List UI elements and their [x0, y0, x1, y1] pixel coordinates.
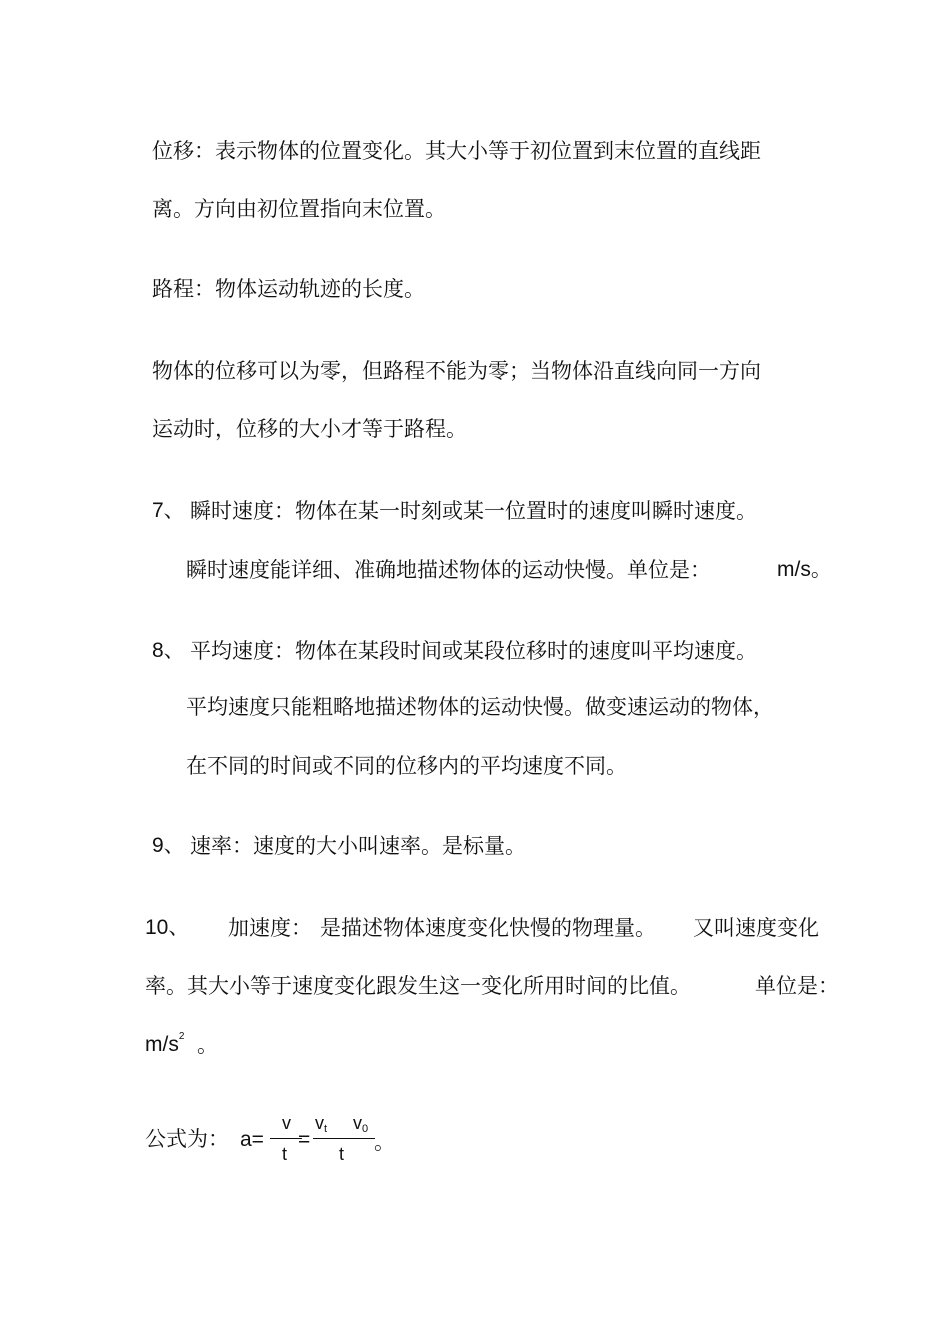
- item-7-number: 7、: [152, 499, 185, 522]
- item-10-unit-label: 单位是：: [755, 974, 839, 998]
- item-7-line-1: 瞬时速度：物体在某一时刻或某一位置时的速度叫瞬时速度。: [190, 499, 757, 523]
- item-10-definition-2: 又叫速度变化: [693, 916, 819, 940]
- item-7-line-2: 瞬时速度能详细、准确地描述物体的运动快慢。单位是：: [186, 558, 711, 582]
- item-9-number: 9、: [152, 834, 185, 857]
- item-7-unit: m/s。: [777, 558, 832, 581]
- item-10-unit: $m/s^2$: [145, 1031, 185, 1056]
- item-8-line-3: 在不同的时间或不同的位移内的平均速度不同。: [186, 754, 627, 778]
- formula-fraction-bar-2: [313, 1138, 375, 1139]
- item-10-line-2: 率。其大小等于速度变化跟发生这一变化所用时间的比值。: [145, 974, 691, 998]
- displacement-line-2: 离。方向由初位置指向末位置。: [152, 197, 446, 221]
- item-10-number: 10、: [145, 916, 190, 939]
- formula-numerator-2b: v0: [353, 1113, 369, 1135]
- item-9-line-1: 速率：速度的大小叫速率。是标量。: [190, 834, 526, 858]
- formula-label: 公式为：: [145, 1127, 229, 1151]
- formula-denominator-1: t: [282, 1144, 288, 1164]
- displacement-line-1: 位移：表示物体的位置变化。其大小等于初位置到末位置的直线距: [152, 139, 761, 163]
- comparison-line-2: 运动时，位移的大小才等于路程。: [152, 417, 467, 441]
- item-8-number: 8、: [152, 639, 185, 662]
- formula-denominator-2: t: [339, 1144, 345, 1164]
- formula-end: 。: [374, 1130, 395, 1154]
- item-10-definition-1: 是描述物体速度变化快慢的物理量。: [320, 916, 656, 940]
- item-10-end: 。: [197, 1033, 218, 1057]
- item-10-term: 加速度：: [228, 916, 312, 940]
- distance-line-1: 路程：物体运动轨迹的长度。: [152, 277, 425, 301]
- formula-numerator-2a: vt: [315, 1113, 328, 1135]
- formula-numerator-1: v: [282, 1113, 291, 1133]
- formula-equals: =: [298, 1128, 311, 1151]
- formula-lhs: a=: [240, 1128, 264, 1151]
- item-8-line-2: 平均速度只能粗略地描述物体的运动快慢。做变速运动的物体，: [186, 695, 774, 719]
- item-8-line-1: 平均速度：物体在某段时间或某段位移时的速度叫平均速度。: [190, 639, 757, 663]
- comparison-line-1: 物体的位移可以为零，但路程不能为零；当物体沿直线向同一方向: [152, 359, 761, 383]
